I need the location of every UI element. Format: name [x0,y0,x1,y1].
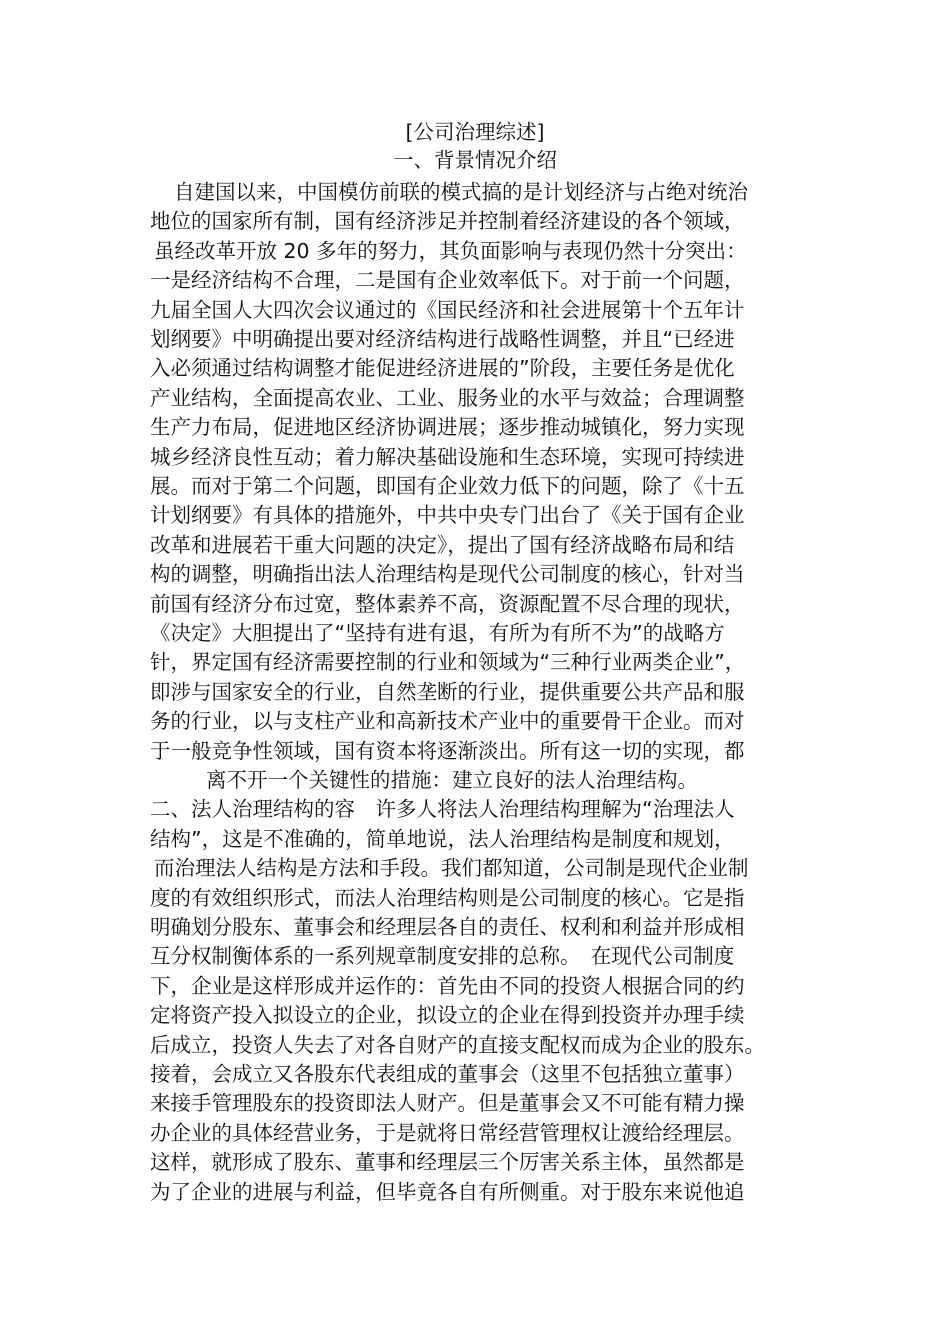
body-line: 城乡经济良性互动；着力解决基础设施和生态环境，实现可持续进 [150,444,745,469]
body-line: 地位的国家所有制，国有经济涉足并控制着经济建设的各个领域， [150,209,745,234]
body-line: 一是经济结构不合理，二是国有企业效率低下。对于前一个问题， [150,268,745,293]
body-line: 为了企业的进展与利益，但毕竟各自有所侧重。对于股东来说他追 [150,1179,745,1204]
body-line: 自建国以来，中国模仿前联的模式搞的是计划经济与占绝对统治 [174,180,748,204]
body-line: 产业结构，全面提高农业、工业、服务业的水平与效益；合理调整 [150,385,745,410]
body-line: 务的行业，以与支柱产业和高新技术产业中的重要骨干企业。而对 [150,709,745,734]
body-line: 针，界定国有经济需要控制的行业和领域为“三种行业两类企业”， [150,650,746,675]
body-line: 《决定》大胆提出了“坚持有进有退，有所为有所不为”的战略方 [150,621,725,645]
body-line: 接着，会成立又各股东代表组成的董事会（这里不包括独立董事） [150,1062,745,1086]
body-line: 九届全国人大四次会议通过的《国民经济和社会进展第十个五年计 [150,297,745,322]
body-line: 二、法人治理结构的容 许多人将法人治理结构理解为“治理法人 [150,797,735,822]
body-line: 展。而对于第二个问题，即国有企业效力低下的问题，除了《十五 [150,474,745,498]
body-line: 互分权制衡体系的一系列规章制度安排的总称。 在现代公司制度 [150,944,735,969]
body-line: 划纲要》中明确提出要对经济结构进行战略性调整，并且“已经进 [150,327,735,351]
body-line: 结构”，这是不准确的，简单地说，法人治理结构是制度和规划， [150,826,735,851]
body-line: 办企业的具体经营业务，于是就将日常经营管理权让渡给经理层。 [150,1120,745,1145]
section-heading: 一、背景情况介绍 [393,148,557,172]
body-line: 定将资产投入拟设立的企业，拟设立的企业在得到投资并办理手续 [150,1003,745,1028]
body-line: 计划纲要》有具体的措施外，中共中央专门出台了《关于国有企业 [150,503,745,528]
body-line: 度的有效组织形式，而法人治理结构则是公司制度的核心。它是指 [150,885,745,910]
document-title: [公司治理综述] [405,120,545,144]
body-line: 这样，就形成了股东、董事和经理层三个厉害关系主体，虽然都是 [150,1150,745,1175]
body-line: 改革和进展若干重大问题的决定》，提出了国有经济战略布局和结 [150,532,735,557]
body-line: 后成立，投资人失去了对各自财产的直接支配权而成为企业的股东。 [150,1032,765,1057]
body-line: 前国有经济分布过宽，整体素养不高，资源配置不尽合理的现状， [150,591,745,616]
body-line: 虽经改革开放 20 多年的努力，其负面影响与表现仍然十分突出： [154,238,747,263]
body-line: 于一般竞争性领域，国有资本将逐渐淡出。所有这一切的实现，都 [150,738,745,763]
body-line: 明确划分股东、董事会和经理层各自的责任、权利和利益并形成相 [150,915,745,939]
body-line: 生产力布局，促进地区经济协调进展；逐步推动城镇化，努力实现 [150,415,745,440]
body-line: 入必须通过结构调整才能促进经济进展的”阶段，主要任务是优化 [150,356,735,381]
body-line: 离不开一个关键性的措施：建立良好的法人治理结构。 [206,768,698,792]
body-line: 来接手管理股东的投资即法人财产。但是董事会又不可能有精力操 [150,1091,745,1116]
body-line: 而治理法人结构是方法和手段。我们都知道，公司制是现代企业制 [154,856,749,881]
body-line: 下，企业是这样形成并运作的：首先由不同的投资人根据合同的约 [150,973,745,998]
body-line: 即涉与国家安全的行业，自然垄断的行业，提供重要公共产品和服 [150,679,745,704]
body-line: 构的调整，明确指出法人治理结构是现代公司制度的核心，针对当 [150,562,745,587]
